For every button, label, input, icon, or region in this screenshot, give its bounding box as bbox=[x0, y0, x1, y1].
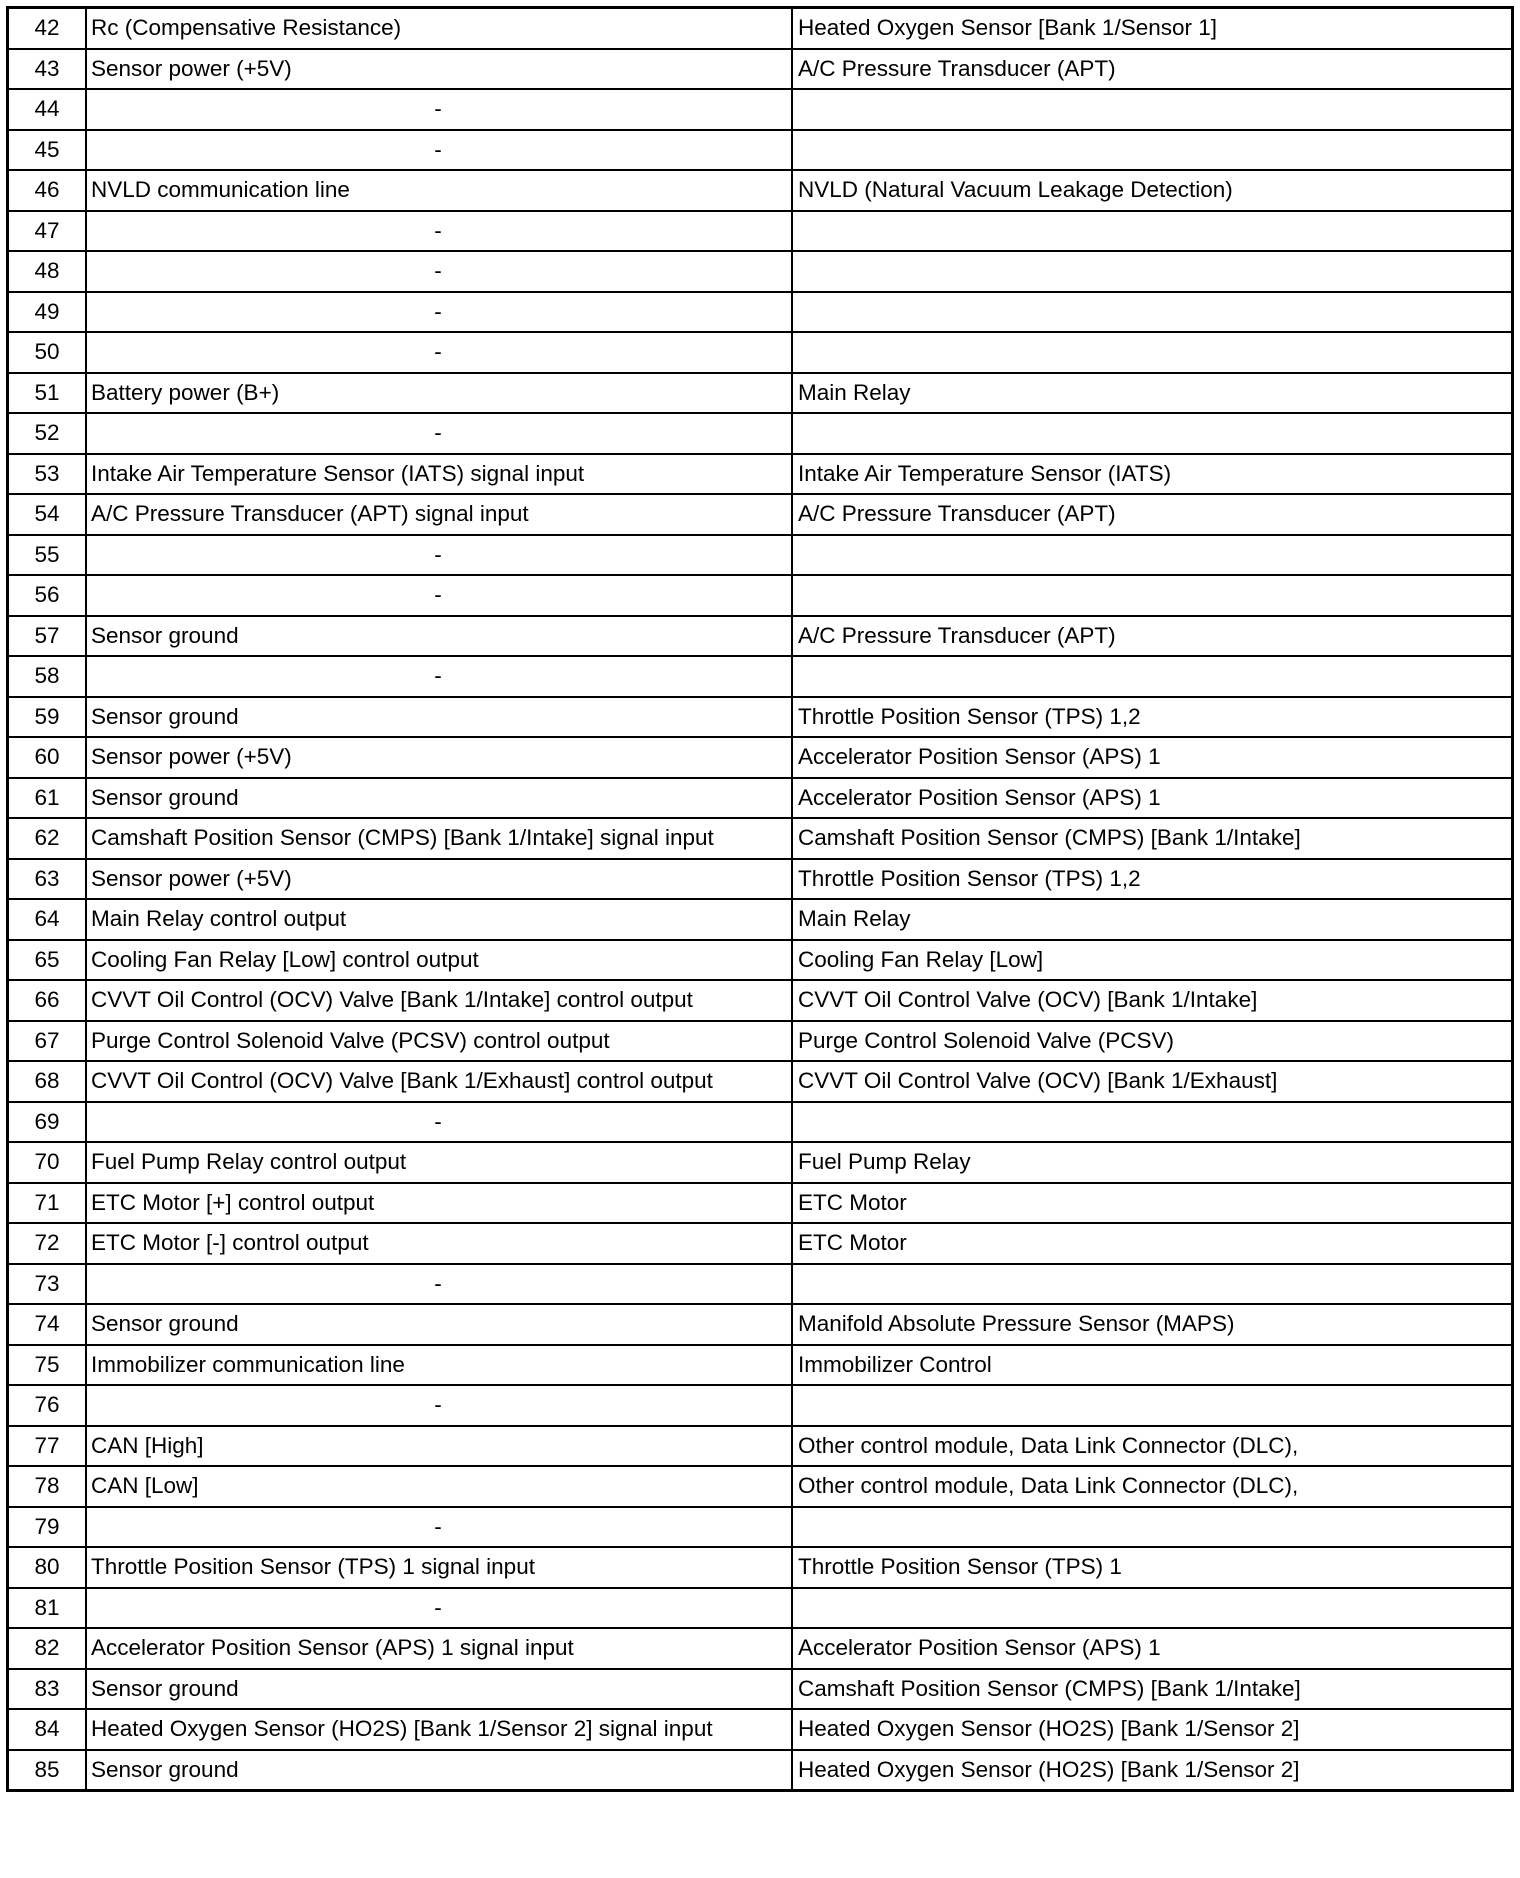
connected-component bbox=[792, 292, 1513, 333]
table-row bbox=[8, 130, 1513, 171]
table-row bbox=[8, 1061, 1513, 1102]
connected-component: Main Relay bbox=[792, 373, 1513, 414]
connected-component: Manifold Absolute Pressure Sensor (MAPS) bbox=[792, 1304, 1513, 1345]
signal-description: Throttle Position Sensor (TPS) 1 signal input bbox=[86, 1547, 792, 1588]
connected-component: Throttle Position Sensor (TPS) 1,2 bbox=[792, 859, 1513, 900]
pin-number: 45 bbox=[8, 130, 87, 171]
signal-description: Immobilizer communication line bbox=[86, 1345, 792, 1386]
table-row bbox=[8, 940, 1513, 981]
signal-description: ETC Motor [-] control output bbox=[86, 1223, 792, 1264]
table-row bbox=[8, 859, 1513, 900]
connected-component bbox=[792, 1102, 1513, 1143]
pin-number: 50 bbox=[8, 332, 87, 373]
signal-description: - bbox=[86, 292, 792, 333]
pin-number: 67 bbox=[8, 1021, 87, 1062]
signal-description: Camshaft Position Sensor (CMPS) [Bank 1/Intake] signal input bbox=[86, 818, 792, 859]
signal-description: Rc (Compensative Resistance) bbox=[86, 8, 792, 49]
table-row bbox=[8, 1021, 1513, 1062]
signal-description: - bbox=[86, 535, 792, 576]
connected-component: Camshaft Position Sensor (CMPS) [Bank 1/Intake] bbox=[792, 818, 1513, 859]
pin-number: 81 bbox=[8, 1588, 87, 1629]
pin-number: 46 bbox=[8, 170, 87, 211]
signal-description: - bbox=[86, 332, 792, 373]
signal-description: CVVT Oil Control (OCV) Valve [Bank 1/Exhaust] control output bbox=[86, 1061, 792, 1102]
connected-component: Throttle Position Sensor (TPS) 1 bbox=[792, 1547, 1513, 1588]
pin-number: 72 bbox=[8, 1223, 87, 1264]
table-row bbox=[8, 8, 1513, 49]
signal-description: Sensor ground bbox=[86, 1669, 792, 1710]
pin-number: 78 bbox=[8, 1466, 87, 1507]
pin-number: 70 bbox=[8, 1142, 87, 1183]
connected-component bbox=[792, 130, 1513, 171]
connected-component: NVLD (Natural Vacuum Leakage Detection) bbox=[792, 170, 1513, 211]
connected-component: Main Relay bbox=[792, 899, 1513, 940]
pin-number: 52 bbox=[8, 413, 87, 454]
table-row bbox=[8, 1669, 1513, 1710]
pin-number: 53 bbox=[8, 454, 87, 495]
connected-component: Accelerator Position Sensor (APS) 1 bbox=[792, 778, 1513, 819]
connected-component: Accelerator Position Sensor (APS) 1 bbox=[792, 1628, 1513, 1669]
signal-description: - bbox=[86, 656, 792, 697]
pin-number: 73 bbox=[8, 1264, 87, 1305]
signal-description: CAN [High] bbox=[86, 1426, 792, 1467]
connected-component bbox=[792, 1385, 1513, 1426]
pin-number: 42 bbox=[8, 8, 87, 49]
table-row bbox=[8, 818, 1513, 859]
table-row bbox=[8, 1183, 1513, 1224]
connected-component: A/C Pressure Transducer (APT) bbox=[792, 616, 1513, 657]
signal-description: Sensor power (+5V) bbox=[86, 859, 792, 900]
pin-number: 83 bbox=[8, 1669, 87, 1710]
table-row bbox=[8, 251, 1513, 292]
table-row bbox=[8, 1547, 1513, 1588]
connected-component: Heated Oxygen Sensor [Bank 1/Sensor 1] bbox=[792, 8, 1513, 49]
signal-description: Battery power (B+) bbox=[86, 373, 792, 414]
table-row bbox=[8, 1345, 1513, 1386]
pin-number: 54 bbox=[8, 494, 87, 535]
table-row bbox=[8, 454, 1513, 495]
pin-number: 62 bbox=[8, 818, 87, 859]
pin-number: 64 bbox=[8, 899, 87, 940]
table-row bbox=[8, 737, 1513, 778]
connected-component: Cooling Fan Relay [Low] bbox=[792, 940, 1513, 981]
connected-component bbox=[792, 535, 1513, 576]
connected-component bbox=[792, 89, 1513, 130]
signal-description: Sensor ground bbox=[86, 1750, 792, 1791]
connected-component: ETC Motor bbox=[792, 1223, 1513, 1264]
pin-number: 74 bbox=[8, 1304, 87, 1345]
signal-description: - bbox=[86, 130, 792, 171]
connected-component bbox=[792, 1588, 1513, 1629]
connected-component: Heated Oxygen Sensor (HO2S) [Bank 1/Sensor 2] bbox=[792, 1750, 1513, 1791]
table-row bbox=[8, 1588, 1513, 1629]
connected-component: Accelerator Position Sensor (APS) 1 bbox=[792, 737, 1513, 778]
table-row bbox=[8, 292, 1513, 333]
connected-component bbox=[792, 1507, 1513, 1548]
table-row bbox=[8, 413, 1513, 454]
signal-description: CVVT Oil Control (OCV) Valve [Bank 1/Intake] control output bbox=[86, 980, 792, 1021]
pin-number: 82 bbox=[8, 1628, 87, 1669]
signal-description: - bbox=[86, 1102, 792, 1143]
table-row bbox=[8, 980, 1513, 1021]
table-row bbox=[8, 89, 1513, 130]
table-row bbox=[8, 656, 1513, 697]
table-row bbox=[8, 535, 1513, 576]
connected-component: A/C Pressure Transducer (APT) bbox=[792, 49, 1513, 90]
connected-component: CVVT Oil Control Valve (OCV) [Bank 1/Exhaust] bbox=[792, 1061, 1513, 1102]
table-row bbox=[8, 697, 1513, 738]
signal-description: - bbox=[86, 251, 792, 292]
table-row bbox=[8, 1102, 1513, 1143]
pin-number: 60 bbox=[8, 737, 87, 778]
table-row bbox=[8, 170, 1513, 211]
connected-component bbox=[792, 575, 1513, 616]
pin-number: 69 bbox=[8, 1102, 87, 1143]
signal-description: - bbox=[86, 1588, 792, 1629]
signal-description: Sensor ground bbox=[86, 697, 792, 738]
pin-number: 51 bbox=[8, 373, 87, 414]
table-row bbox=[8, 1426, 1513, 1467]
signal-description: Sensor power (+5V) bbox=[86, 49, 792, 90]
signal-description: Main Relay control output bbox=[86, 899, 792, 940]
table-row bbox=[8, 1264, 1513, 1305]
connected-component bbox=[792, 1264, 1513, 1305]
connected-component: A/C Pressure Transducer (APT) bbox=[792, 494, 1513, 535]
pin-number: 68 bbox=[8, 1061, 87, 1102]
signal-description: CAN [Low] bbox=[86, 1466, 792, 1507]
signal-description: Cooling Fan Relay [Low] control output bbox=[86, 940, 792, 981]
table-row bbox=[8, 1466, 1513, 1507]
connected-component: Immobilizer Control bbox=[792, 1345, 1513, 1386]
signal-description: Heated Oxygen Sensor (HO2S) [Bank 1/Sensor 2] signal input bbox=[86, 1709, 792, 1750]
pin-number: 56 bbox=[8, 575, 87, 616]
connected-component bbox=[792, 656, 1513, 697]
connected-component: Heated Oxygen Sensor (HO2S) [Bank 1/Sensor 2] bbox=[792, 1709, 1513, 1750]
signal-description: - bbox=[86, 1385, 792, 1426]
table-row bbox=[8, 1142, 1513, 1183]
table-row bbox=[8, 1304, 1513, 1345]
pin-number: 49 bbox=[8, 292, 87, 333]
table-row bbox=[8, 1628, 1513, 1669]
table-row bbox=[8, 332, 1513, 373]
pin-number: 66 bbox=[8, 980, 87, 1021]
table-row bbox=[8, 1709, 1513, 1750]
pin-number: 76 bbox=[8, 1385, 87, 1426]
connected-component: Camshaft Position Sensor (CMPS) [Bank 1/Intake] bbox=[792, 1669, 1513, 1710]
pin-number: 63 bbox=[8, 859, 87, 900]
pin-number: 48 bbox=[8, 251, 87, 292]
signal-description: Fuel Pump Relay control output bbox=[86, 1142, 792, 1183]
pin-number: 65 bbox=[8, 940, 87, 981]
connected-component: CVVT Oil Control Valve (OCV) [Bank 1/Intake] bbox=[792, 980, 1513, 1021]
table-row bbox=[8, 49, 1513, 90]
signal-description: - bbox=[86, 1507, 792, 1548]
table-row bbox=[8, 616, 1513, 657]
pin-number: 84 bbox=[8, 1709, 87, 1750]
table-row bbox=[8, 211, 1513, 252]
table-row bbox=[8, 1223, 1513, 1264]
pin-number: 55 bbox=[8, 535, 87, 576]
signal-description: Sensor ground bbox=[86, 778, 792, 819]
signal-description: NVLD communication line bbox=[86, 170, 792, 211]
table-row bbox=[8, 575, 1513, 616]
pin-number: 43 bbox=[8, 49, 87, 90]
signal-description: - bbox=[86, 211, 792, 252]
table-row bbox=[8, 778, 1513, 819]
pin-number: 58 bbox=[8, 656, 87, 697]
signal-description: ETC Motor [+] control output bbox=[86, 1183, 792, 1224]
table-row bbox=[8, 373, 1513, 414]
signal-description: Accelerator Position Sensor (APS) 1 signal input bbox=[86, 1628, 792, 1669]
pin-table bbox=[6, 6, 1514, 1792]
pin-number: 79 bbox=[8, 1507, 87, 1548]
pin-table-body bbox=[8, 8, 1513, 1791]
signal-description: Purge Control Solenoid Valve (PCSV) control output bbox=[86, 1021, 792, 1062]
pin-number: 77 bbox=[8, 1426, 87, 1467]
signal-description: - bbox=[86, 413, 792, 454]
signal-description: Sensor ground bbox=[86, 616, 792, 657]
pin-number: 71 bbox=[8, 1183, 87, 1224]
signal-description: Intake Air Temperature Sensor (IATS) signal input bbox=[86, 454, 792, 495]
table-row bbox=[8, 899, 1513, 940]
connected-component: Fuel Pump Relay bbox=[792, 1142, 1513, 1183]
signal-description: - bbox=[86, 575, 792, 616]
signal-description: Sensor ground bbox=[86, 1304, 792, 1345]
connected-component bbox=[792, 251, 1513, 292]
connected-component: ETC Motor bbox=[792, 1183, 1513, 1224]
pin-number: 80 bbox=[8, 1547, 87, 1588]
table-row bbox=[8, 1750, 1513, 1791]
pin-number: 47 bbox=[8, 211, 87, 252]
pin-number: 75 bbox=[8, 1345, 87, 1386]
signal-description: - bbox=[86, 1264, 792, 1305]
pin-number: 57 bbox=[8, 616, 87, 657]
signal-description: A/C Pressure Transducer (APT) signal input bbox=[86, 494, 792, 535]
table-row bbox=[8, 494, 1513, 535]
pin-number: 85 bbox=[8, 1750, 87, 1791]
pin-number: 59 bbox=[8, 697, 87, 738]
connected-component: Throttle Position Sensor (TPS) 1,2 bbox=[792, 697, 1513, 738]
connected-component bbox=[792, 413, 1513, 454]
table-row bbox=[8, 1385, 1513, 1426]
connected-component: Purge Control Solenoid Valve (PCSV) bbox=[792, 1021, 1513, 1062]
pin-number: 61 bbox=[8, 778, 87, 819]
table-row bbox=[8, 1507, 1513, 1548]
connected-component bbox=[792, 211, 1513, 252]
connected-component: Other control module, Data Link Connector (DLC), bbox=[792, 1466, 1513, 1507]
signal-description: - bbox=[86, 89, 792, 130]
signal-description: Sensor power (+5V) bbox=[86, 737, 792, 778]
connected-component: Other control module, Data Link Connector (DLC), bbox=[792, 1426, 1513, 1467]
pin-number: 44 bbox=[8, 89, 87, 130]
connected-component bbox=[792, 332, 1513, 373]
connected-component: Intake Air Temperature Sensor (IATS) bbox=[792, 454, 1513, 495]
